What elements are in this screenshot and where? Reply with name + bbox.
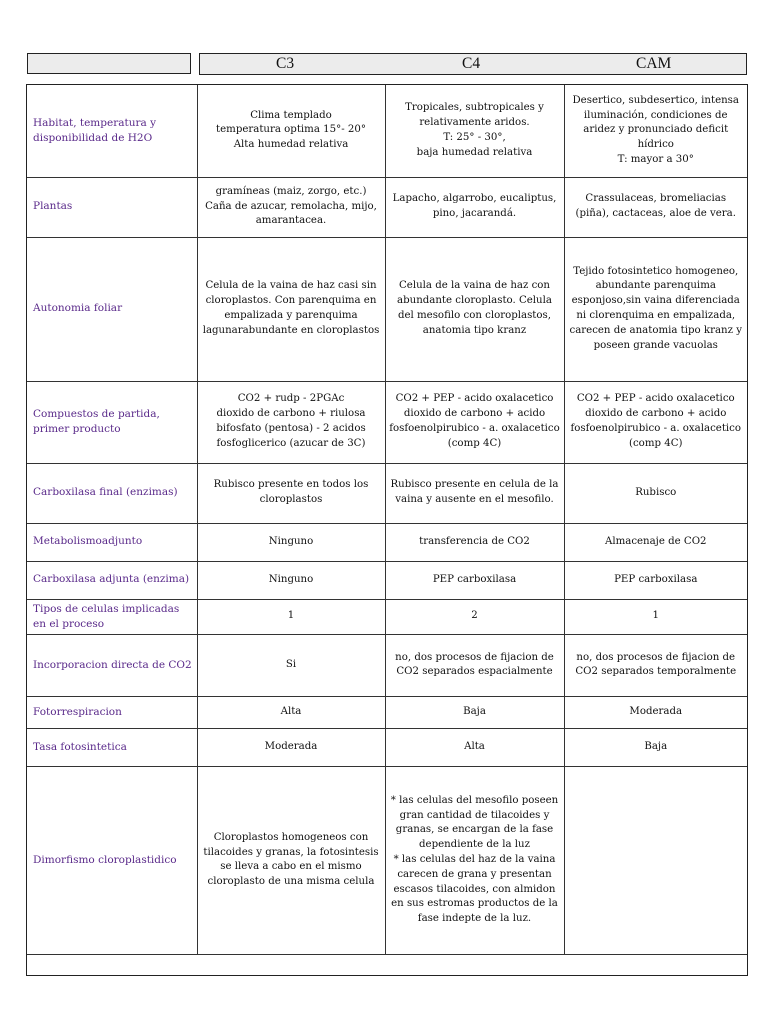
cell-c4: Baja [385, 696, 564, 728]
comparison-table [26, 84, 748, 976]
table-row [27, 728, 747, 766]
cell-c3: Si [197, 634, 385, 696]
row-label: Carboxilasa final (enzimas) [27, 463, 197, 523]
cell-c4: Rubisco presente en celula de la vaina y ausente en el mesofilo. [385, 463, 564, 523]
cell-c4: * las celulas del mesofilo poseen gran cantidad de tilacoides y granas, se encargan de la fase dependiente de la luz * las celulas del haz de la vaina carecen de grana y presentan escasos tilacoides, con almidon en sus estromas productos de la fase indepte de la luz. [385, 766, 564, 954]
table-row [27, 696, 747, 728]
table-row [27, 177, 747, 237]
cell-c3: gramíneas (maiz, zorgo, etc.) Caña de azucar, remolacha, mijo, amarantacea. [197, 177, 385, 237]
cell-c4: no, dos procesos de fijacion de CO2 separados espacialmente [385, 634, 564, 696]
row-label: Compuestos de partida, primer producto [27, 381, 197, 463]
cell-cam: CO2 + PEP - acido oxalacetico dioxido de carbono + acido fosfoenolpirubico - a. oxalacetico (comp 4C) [564, 381, 747, 463]
cell-c4: Lapacho, algarrobo, eucaliptus, pino, jacarandá. [385, 177, 564, 237]
cell-c3: Moderada [197, 728, 385, 766]
cell-cam: Crassulaceas, bromeliacias (piña), cactaceas, aloe de vera. [564, 177, 747, 237]
cell-c3: Ninguno [197, 523, 385, 561]
row-label: Plantas [27, 177, 197, 237]
cell-c3: Rubisco presente en todos los cloroplastos [197, 463, 385, 523]
row-label: Incorporacion directa de CO2 [27, 634, 197, 696]
cell-cam: no, dos procesos de fijacion de CO2 separados temporalmente [564, 634, 747, 696]
cell-c3: Celula de la vaina de haz casi sin cloroplastos. Con parenquima en empalizada y parenquima lagunarabundante en cloroplastos [197, 237, 385, 381]
header-blank-cell [27, 53, 191, 74]
table-row [27, 523, 747, 561]
cell-cam: Tejido fotosintetico homogeneo, abundante parenquima esponjoso,sin vaina diferenciada ni clorenquima en empalizada, carecen de anatomia tipo kranz y poseen grande vacuolas [564, 237, 747, 381]
cell-c3: Clima templado temperatura optima 15°- 20° Alta humedad relativa [197, 85, 385, 177]
cell-c4: PEP carboxilasa [385, 561, 564, 599]
cell-c4: 2 [385, 599, 564, 634]
cell-cam: Desertico, subdesertico, intensa iluminación, condiciones de aridez y pronunciado deficit hídrico T: mayor a 30° [564, 85, 747, 177]
cell-c3: Alta [197, 696, 385, 728]
row-label: Dimorfismo cloroplastidico [27, 766, 197, 954]
cell-c4: transferencia de CO2 [385, 523, 564, 561]
cell-cam: Almacenaje de CO2 [564, 523, 747, 561]
row-label: Tasa fotosintetica [27, 728, 197, 766]
table-row [27, 599, 747, 634]
row-label: Carboxilasa adjunta (enzima) [27, 561, 197, 599]
cell-cam: Rubisco [564, 463, 747, 523]
column-header-bar [199, 53, 747, 75]
cell-c3: CO2 + rudp - 2PGAc dioxido de carbono + riulosa bifosfato (pentosa) - 2 acidos fosfoglicerico (azucar de 3C) [197, 381, 385, 463]
cell-cam: Baja [564, 728, 747, 766]
row-label: Fotorrespiracion [27, 696, 197, 728]
table-row [27, 634, 747, 696]
cell-c3: Cloroplastos homogeneos con tilacoides y granas, la fotosintesis se lleva a cabo en el mismo cloroplasto de una misma celula [197, 766, 385, 954]
cell-cam: PEP carboxilasa [564, 561, 747, 599]
cell-cam: Moderada [564, 696, 747, 728]
table-row [27, 381, 747, 463]
cell-c4: Celula de la vaina de haz con abundante cloroplasto. Celula del mesofilo con cloroplastos, anatomia tipo kranz [385, 237, 564, 381]
row-label: Habitat, temperatura y disponibilidad de H2O [27, 85, 197, 177]
column-header-c4: C4 [462, 55, 481, 72]
column-header-c3: C3 [276, 55, 295, 72]
table-row [27, 766, 747, 954]
table-row [27, 561, 747, 599]
cell-cam: 1 [564, 599, 747, 634]
cell-c3: 1 [197, 599, 385, 634]
row-label: Autonomia foliar [27, 237, 197, 381]
cell-c4: Alta [385, 728, 564, 766]
table-row [27, 463, 747, 523]
cell-c4: Tropicales, subtropicales y relativamente aridos. T: 25° - 30°, baja humedad relativa [385, 85, 564, 177]
table-row [27, 85, 747, 177]
cell-cam [564, 766, 747, 954]
row-label: Metabolismoadjunto [27, 523, 197, 561]
table-row [27, 237, 747, 381]
cell-c4: CO2 + PEP - acido oxalacetico dioxido de carbono + acido fosfoenolpirubico - a. oxalacetico (comp 4C) [385, 381, 564, 463]
cell-c3: Ninguno [197, 561, 385, 599]
column-header-cam: CAM [636, 55, 672, 72]
row-label: Tipos de celulas implicadas en el proceso [27, 599, 197, 634]
